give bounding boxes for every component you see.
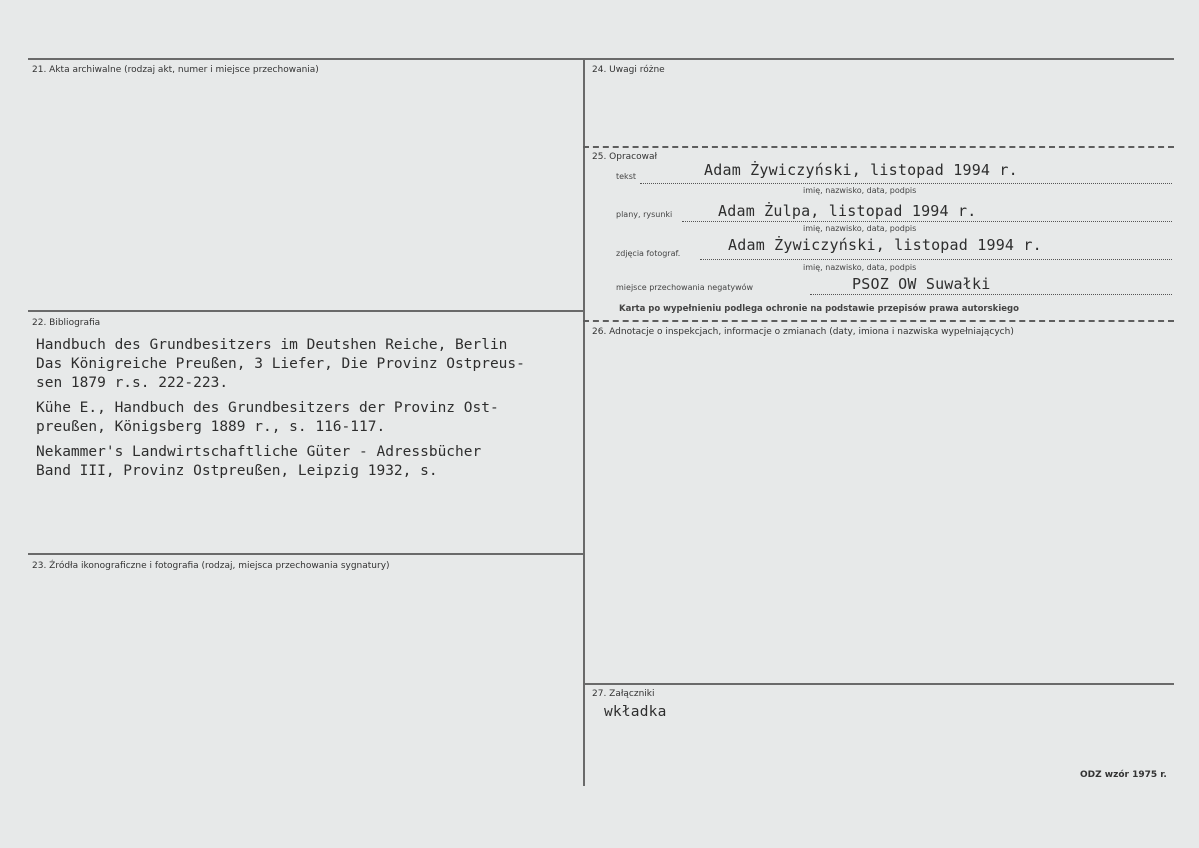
top-border [28, 58, 1174, 60]
section-21-label: 21. Akta archiwalne (rodzaj akt, numer i miejsce przechowania) [32, 65, 319, 75]
section-22-label: 22. Bibliografia [32, 318, 101, 328]
attachments-value: wkładka [604, 704, 667, 720]
bib-line: Kühe E., Handbuch des Grundbesitzers der Provinz Ost- [36, 400, 499, 416]
copyright-note: Karta po wypełnieniu podlega ochronie na podstawie przepisów prawa autorskiego [619, 304, 1019, 314]
tekst-underline [640, 183, 1172, 184]
section-25-label: 25. Opracował [592, 152, 658, 162]
form-footer: ODZ wzór 1975 r. [1080, 770, 1167, 780]
section-23-label: 23. Źródła ikonograficzne i fotografia (rodzaj, miejsca przechowania sygnatury) [32, 561, 390, 571]
tekst-hint: imię, nazwisko, data, podpis [803, 186, 917, 195]
bibliography-list [36, 336, 576, 487]
negatywy-label: miejsce przechowania negatywów [616, 283, 754, 292]
zdjecia-label: zdjęcia fotograf. [616, 249, 681, 258]
divider-26 [583, 320, 1174, 322]
tekst-label: tekst [616, 172, 636, 181]
plany-value: Adam Żulpa, listopad 1994 r. [718, 202, 977, 220]
bibliography-entry [36, 443, 576, 481]
negatywy-underline [810, 294, 1172, 295]
zdjecia-hint: imię, nazwisko, data, podpis [803, 263, 917, 272]
bib-line: sen 1879 r.s. 222-223. [36, 375, 229, 391]
divider-22 [28, 310, 583, 312]
tekst-value: Adam Żywiczyński, listopad 1994 r. [704, 161, 1018, 179]
section-24-label: 24. Uwagi różne [592, 65, 665, 75]
bibliography-entry [36, 336, 576, 393]
divider-23 [28, 553, 583, 555]
bib-line: Band III, Provinz Ostpreußen, Leipzig 1932, s. [36, 463, 438, 479]
center-divider [583, 58, 585, 786]
bib-line: Handbuch des Grundbesitzers im Deutshen Reiche, Berlin [36, 337, 508, 353]
zdjecia-value: Adam Żywiczyński, listopad 1994 r. [728, 236, 1042, 254]
divider-25 [583, 146, 1174, 148]
zdjecia-underline [700, 259, 1172, 260]
section-26-label: 26. Adnotacje o inspekcjach, informacje o zmianach (daty, imiona i nazwiska wypełniających) [592, 327, 1014, 337]
negatywy-value: PSOZ OW Suwałki [852, 275, 991, 293]
plany-hint: imię, nazwisko, data, podpis [803, 224, 917, 233]
plany-label: plany, rysunki [616, 210, 673, 219]
section-27-label: 27. Załączniki [592, 689, 655, 699]
plany-underline [682, 221, 1172, 222]
bib-line: preußen, Königsberg 1889 r., s. 116-117. [36, 419, 386, 435]
bibliography-entry [36, 399, 576, 437]
divider-27 [583, 683, 1174, 685]
bib-line: Das Königreiche Preußen, 3 Liefer, Die Provinz Ostpreus- [36, 356, 525, 372]
bib-line: Nekammer's Landwirtschaftliche Güter - Adressbücher [36, 444, 482, 460]
